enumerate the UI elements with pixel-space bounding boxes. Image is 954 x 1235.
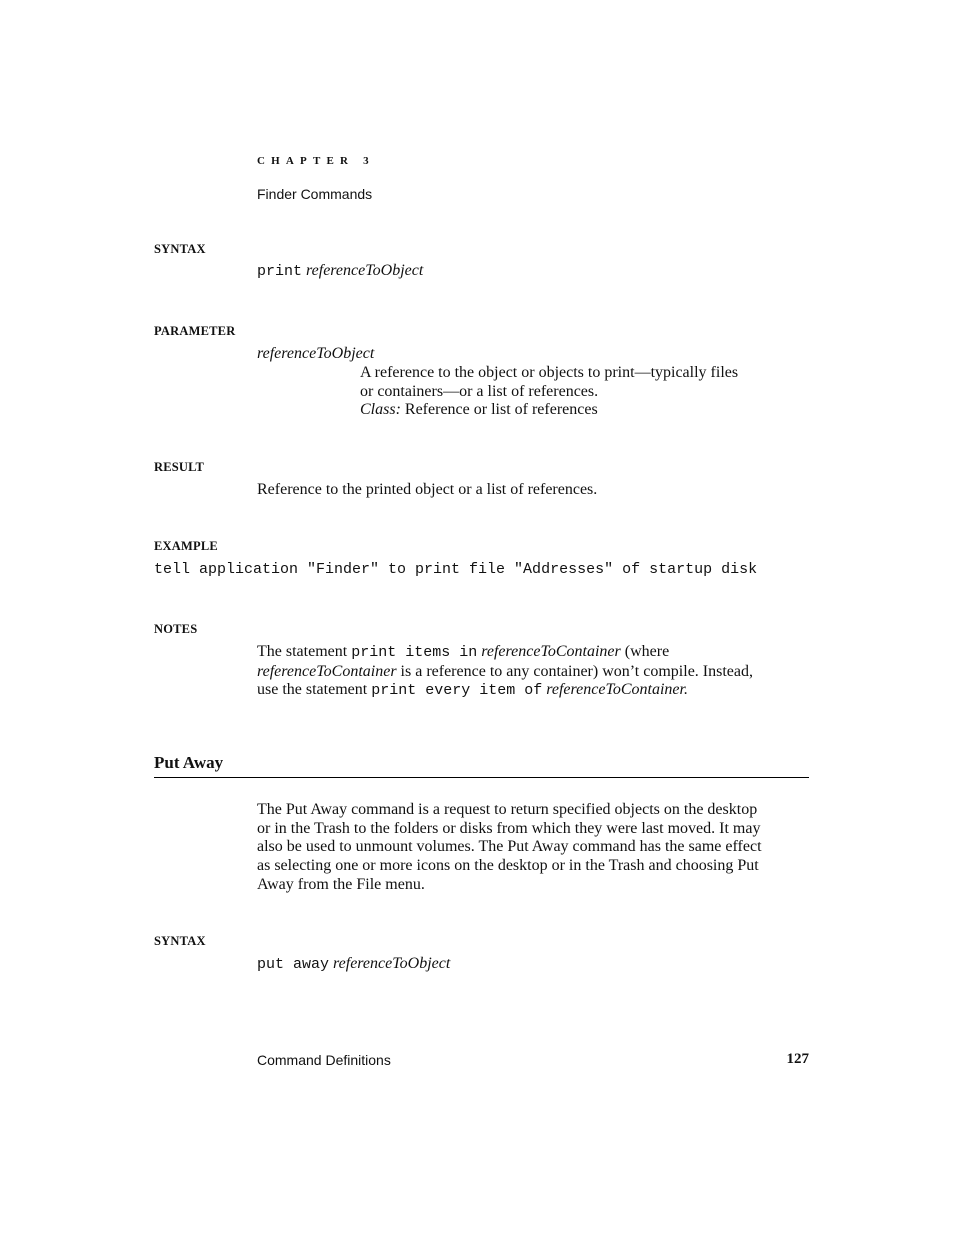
syntax-param: referenceToObject [333, 955, 451, 972]
parameter-label: PARAMETER [154, 324, 236, 338]
syntax-code: put away [257, 956, 330, 973]
description-line: as selecting one or more icons on the desktop or in the Trash and choosing Put [257, 857, 759, 875]
notes-text-span: The statement [257, 643, 352, 660]
section-heading-put-away: Put Away [154, 753, 224, 772]
notes-line [257, 681, 817, 701]
syntax-code: print [257, 263, 303, 280]
syntax-param: referenceToObject [306, 262, 424, 279]
class-label: Class: [360, 401, 401, 419]
syntax-label: SYNTAX [154, 242, 206, 256]
parameter-desc-line: A reference to the object or objects to print—typically files [360, 364, 739, 381]
syntax-label: SYNTAX [154, 934, 206, 948]
notes-line [257, 663, 817, 682]
result-label: RESULT [154, 460, 205, 474]
footer-section: Command Definitions [257, 1052, 391, 1068]
print-syntax [257, 262, 423, 281]
result-text: Reference to the printed object or a list of references. [257, 481, 598, 498]
put-away-syntax [257, 955, 450, 974]
parameter-description [360, 364, 780, 420]
notes-code: print items in [351, 644, 478, 661]
put-away-description [257, 801, 817, 895]
description-line: Away from the File menu. [257, 875, 425, 893]
parameter-name: referenceToObject [257, 345, 375, 362]
parameter-class [360, 401, 780, 420]
notes-code: print every item of [371, 682, 543, 700]
notes-italic: referenceToContainer. [546, 681, 688, 699]
description-line: or in the Trash to the folders or disks from which they were last moved. It may [257, 819, 761, 837]
example-code: tell application "Finder" to print file "Addresses" of startup disk [154, 561, 758, 578]
chapter-title: Finder Commands [257, 186, 373, 202]
class-value: Reference or list of references [400, 401, 598, 419]
notes-text-span: (where [620, 643, 670, 660]
description-line: also be used to unmount volumes. The Put Away command has the same effect [257, 838, 762, 856]
notes-text [257, 643, 817, 701]
notes-italic: referenceToContainer [257, 662, 397, 680]
notes-text-span: is a reference to any container) won’t compile. Instead, [396, 662, 753, 680]
notes-label: NOTES [154, 622, 198, 636]
example-label: EXAMPLE [154, 539, 218, 553]
chapter-number: CHAPTER 3 [257, 155, 375, 167]
description-line: The Put Away command is a request to return specified objects on the desktop [257, 801, 758, 818]
page-number: 127 [786, 1051, 809, 1067]
heading-rule [154, 777, 809, 778]
parameter-desc-line: or containers—or a list of references. [360, 382, 599, 400]
notes-italic: referenceToContainer [481, 643, 621, 660]
notes-text-span: use the statement [257, 681, 372, 699]
notes-line [257, 643, 817, 663]
